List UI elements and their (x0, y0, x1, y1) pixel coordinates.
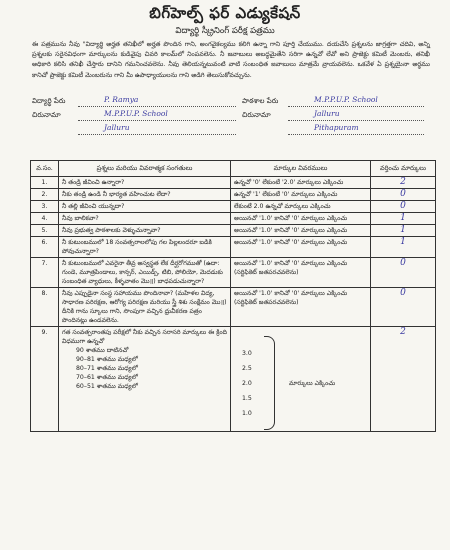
row-number: 7. (31, 258, 59, 288)
row-question: నీ కుటుంబములో ఎవరైనా తీవ్ర అస్వస్థత లేక దీర్ఘరోగముతో (ఉదా: గుండె, మూత్రపిండాలు, కాన్సర్, ఎయిడ్స్, టిబి, పోలియో, మెదడుకు సంబంధిత వ్యాధులు, కీళ్ళవాతం మొ॥) బాధపడుచున్నారా? (59, 258, 231, 288)
row-mark-input[interactable]: 1 (371, 237, 436, 258)
row-number: 6. (31, 237, 59, 258)
student-address-line1: M.P.P.U.P. School (78, 109, 236, 121)
q9-score-2: 2.5 (242, 364, 252, 372)
q9-detail-text: మార్కులు ఎక్కించు (289, 379, 336, 387)
q9-score-scale (234, 336, 367, 430)
q9-range-1: 90 శాతము దాటినచో (76, 347, 129, 354)
table-row (31, 327, 436, 432)
row-mark-input[interactable]: 0 (371, 288, 436, 327)
student-address-line2: Jalluru (78, 123, 236, 135)
student-address-label: చిరునామా (32, 111, 61, 119)
row-question: నీవు ఎప్పుడైనా సంస్థ సహాయము పొందినావా? (మహిళల విద్య, సాధారణ పరిరక్షణ, ఆరోగ్య పరిరక్షణ మరియు స్త్రీ శిశు సంక్షేమం మొ॥) దీనికి గాను స్కూలు గాని, సొంపుగా వచ్చిన ధ్రువీకరణ పత్రం పొందినట్లు ఉండవలెను. (59, 288, 231, 327)
student-name-label: విద్యార్థి పేరు (32, 97, 66, 105)
header-marks-details: మార్కుల వివరములు (231, 161, 371, 177)
row-detail: అయినచో '1.0' కానిచో '0' మార్కులు ఎక్కించు (సర్టిఫికెట్ జతపరచవలెను) (231, 288, 371, 327)
student-details-section (32, 95, 430, 157)
instructions-paragraph: ఈ పత్రమును నీవు "విద్యార్థి అర్హత తనిఖీలో అర్హత పొందిన గాని, అంగవైకల్యము కలిగి ఉన్నా గాని పూర్తి చేయుము. దయచేసి ప్రశ్నలను జాగ్రత్తగా చదివి, అన్ని ప్రశ్నలకు సరైనవిధంగా మార్కులను కుడివైపు చివరి కాలమ్‌లో నింపవలెను. నీ జవాబులు అబద్ధమైతేని సరిగా ఉన్నవో లేవో అని ప్రాజెక్టు కమిటీ మెంబరు, తనిఖీ అధికారి కలిసి తనిఖీ చేస్తారు దానిని గమనించవలెను. నీవు తెలియన్నటువంటి వాటి సంబంధిత జవాబులు మాత్రమే వ్రాయవలెను. ఒకవేళ ఏ ప్రశ్నయైనా అర్థము కానిచో ప్రాజెక్టు కమిటీ మెంబరును గాని మీ ఉపాధ్యాయులను గాని అడిగి తెలుసుకోవచ్చును. (32, 41, 430, 79)
school-address-label: చిరునామా (242, 111, 271, 119)
row-detail (231, 327, 371, 432)
row-detail: లేకుంటే 2.0 ఉన్నచో మార్కులు ఎక్కించు (231, 201, 371, 213)
row-detail: అయినచో '1.0' కానిచో '0' మార్కులు ఎక్కించు (231, 225, 371, 237)
row-mark-input[interactable]: 1 (371, 213, 436, 225)
school-name-field[interactable] (242, 95, 430, 109)
row-number: 8. (31, 288, 59, 327)
q9-score-3: 2.0 (242, 379, 252, 387)
table-row (31, 258, 436, 288)
table-row (31, 201, 436, 213)
row-number: 5. (31, 225, 59, 237)
row-question: నీకు తండ్రి ఉండి నీ భార్యత వహించుట లేదా? (59, 189, 231, 201)
row-question-9 (59, 327, 231, 432)
q9-range-2: 90–81 శాతము మధ్యలో (76, 356, 138, 363)
form-subtitle: విద్యార్థి స్క్రీనింగ్ పరీక్ష పత్రము (175, 26, 275, 36)
student-name-field[interactable] (32, 95, 242, 109)
school-address-line1: Jalluru (288, 109, 424, 121)
table-row (31, 225, 436, 237)
brace-symbol (264, 336, 275, 430)
header-question: ప్రశ్నలు మరియు వివరాత్మక సంగతులు (59, 161, 231, 177)
q9-range-3: 80–71 శాతము మధ్యలో (76, 365, 138, 372)
header-serial: వ.సం. (31, 161, 59, 177)
row-mark-input[interactable]: 0 (371, 189, 436, 201)
student-address-field[interactable] (32, 109, 242, 123)
school-address-field[interactable] (242, 109, 430, 123)
table-row (31, 288, 436, 327)
table-row (31, 189, 436, 201)
q9-range-4: 70–61 శాతము మధ్యలో (76, 374, 138, 381)
row-detail: ఉన్నచో '0' లేకుంటే '2.0' మార్కులు ఎక్కించు (231, 177, 371, 189)
table-row (31, 177, 436, 189)
row-question: నీవు ప్రభుత్వ పాఠశాలకు వెళ్ళుచున్నావా? (59, 225, 231, 237)
row-question: నీవు బాలికవా? (59, 213, 231, 225)
row-detail: అయినచో '1.0' కానిచో '0' మార్కులు ఎక్కించు (సర్టిఫికెట్ జతపరచవలెను) (231, 258, 371, 288)
form-title: బిగ్‌హెల్ప్ ఫర్ ఎడ్యుకేషన్ (149, 4, 301, 22)
row-mark-input[interactable]: 0 (371, 201, 436, 213)
screening-table (30, 160, 436, 432)
student-address-line2-field[interactable] (32, 123, 242, 137)
row-mark-input[interactable]: 1 (371, 225, 436, 237)
row-detail: అయినచో '1.0' కానిచో '0' మార్కులు ఎక్కించు (231, 237, 371, 258)
row-detail: అయినచో '1.0' కానిచో '0' మార్కులు ఎక్కించు (231, 213, 371, 225)
school-address-line2-field[interactable] (242, 123, 430, 137)
row-number: 2. (31, 189, 59, 201)
row-number: 3. (31, 201, 59, 213)
row-question: నీ తండ్రి జీవించి ఉన్నారా? (59, 177, 231, 189)
row-number: 9. (31, 327, 59, 432)
school-name-label: పాఠశాల పేరు (242, 97, 279, 105)
table-header-row (31, 161, 436, 177)
q9-score-4: 1.5 (242, 394, 252, 402)
school-name-value: M.P.P.U.P. School (288, 95, 424, 107)
q9-question-text: గత సంవత్సరాంతపు పరీక్షలో నీకు వచ్చిన సరాసరి మార్కులు ఈ క్రింది విధముగా ఉన్నచో (62, 329, 227, 345)
row-number: 4. (31, 213, 59, 225)
q9-score-5: 1.0 (242, 409, 252, 417)
table-row (31, 213, 436, 225)
q9-range-5: 60–51 శాతము మధ్యలో (76, 383, 138, 390)
table-row (31, 237, 436, 258)
row-mark-input[interactable]: 0 (371, 258, 436, 288)
row-mark-input[interactable]: 2 (371, 327, 436, 432)
row-detail: ఉన్నచో '1' లేకుంటే '0' మార్కులు ఎక్కించు (231, 189, 371, 201)
q9-score-1: 3.0 (242, 349, 252, 357)
header-applicable-marks: వర్తించు మార్కులు (371, 161, 436, 177)
student-name-value: P. Ramya (78, 95, 236, 107)
row-number: 1. (31, 177, 59, 189)
row-question: నీ తల్లి జీవించి యున్నదా? (59, 201, 231, 213)
row-question: నీ కుటుంబములో 18 సంవత్సరాలలోపు గల పిల్లలందరూ బడికి పోవుచున్నారా? (59, 237, 231, 258)
row-mark-input[interactable]: 2 (371, 177, 436, 189)
school-address-line2: Pithapuram (288, 123, 424, 135)
